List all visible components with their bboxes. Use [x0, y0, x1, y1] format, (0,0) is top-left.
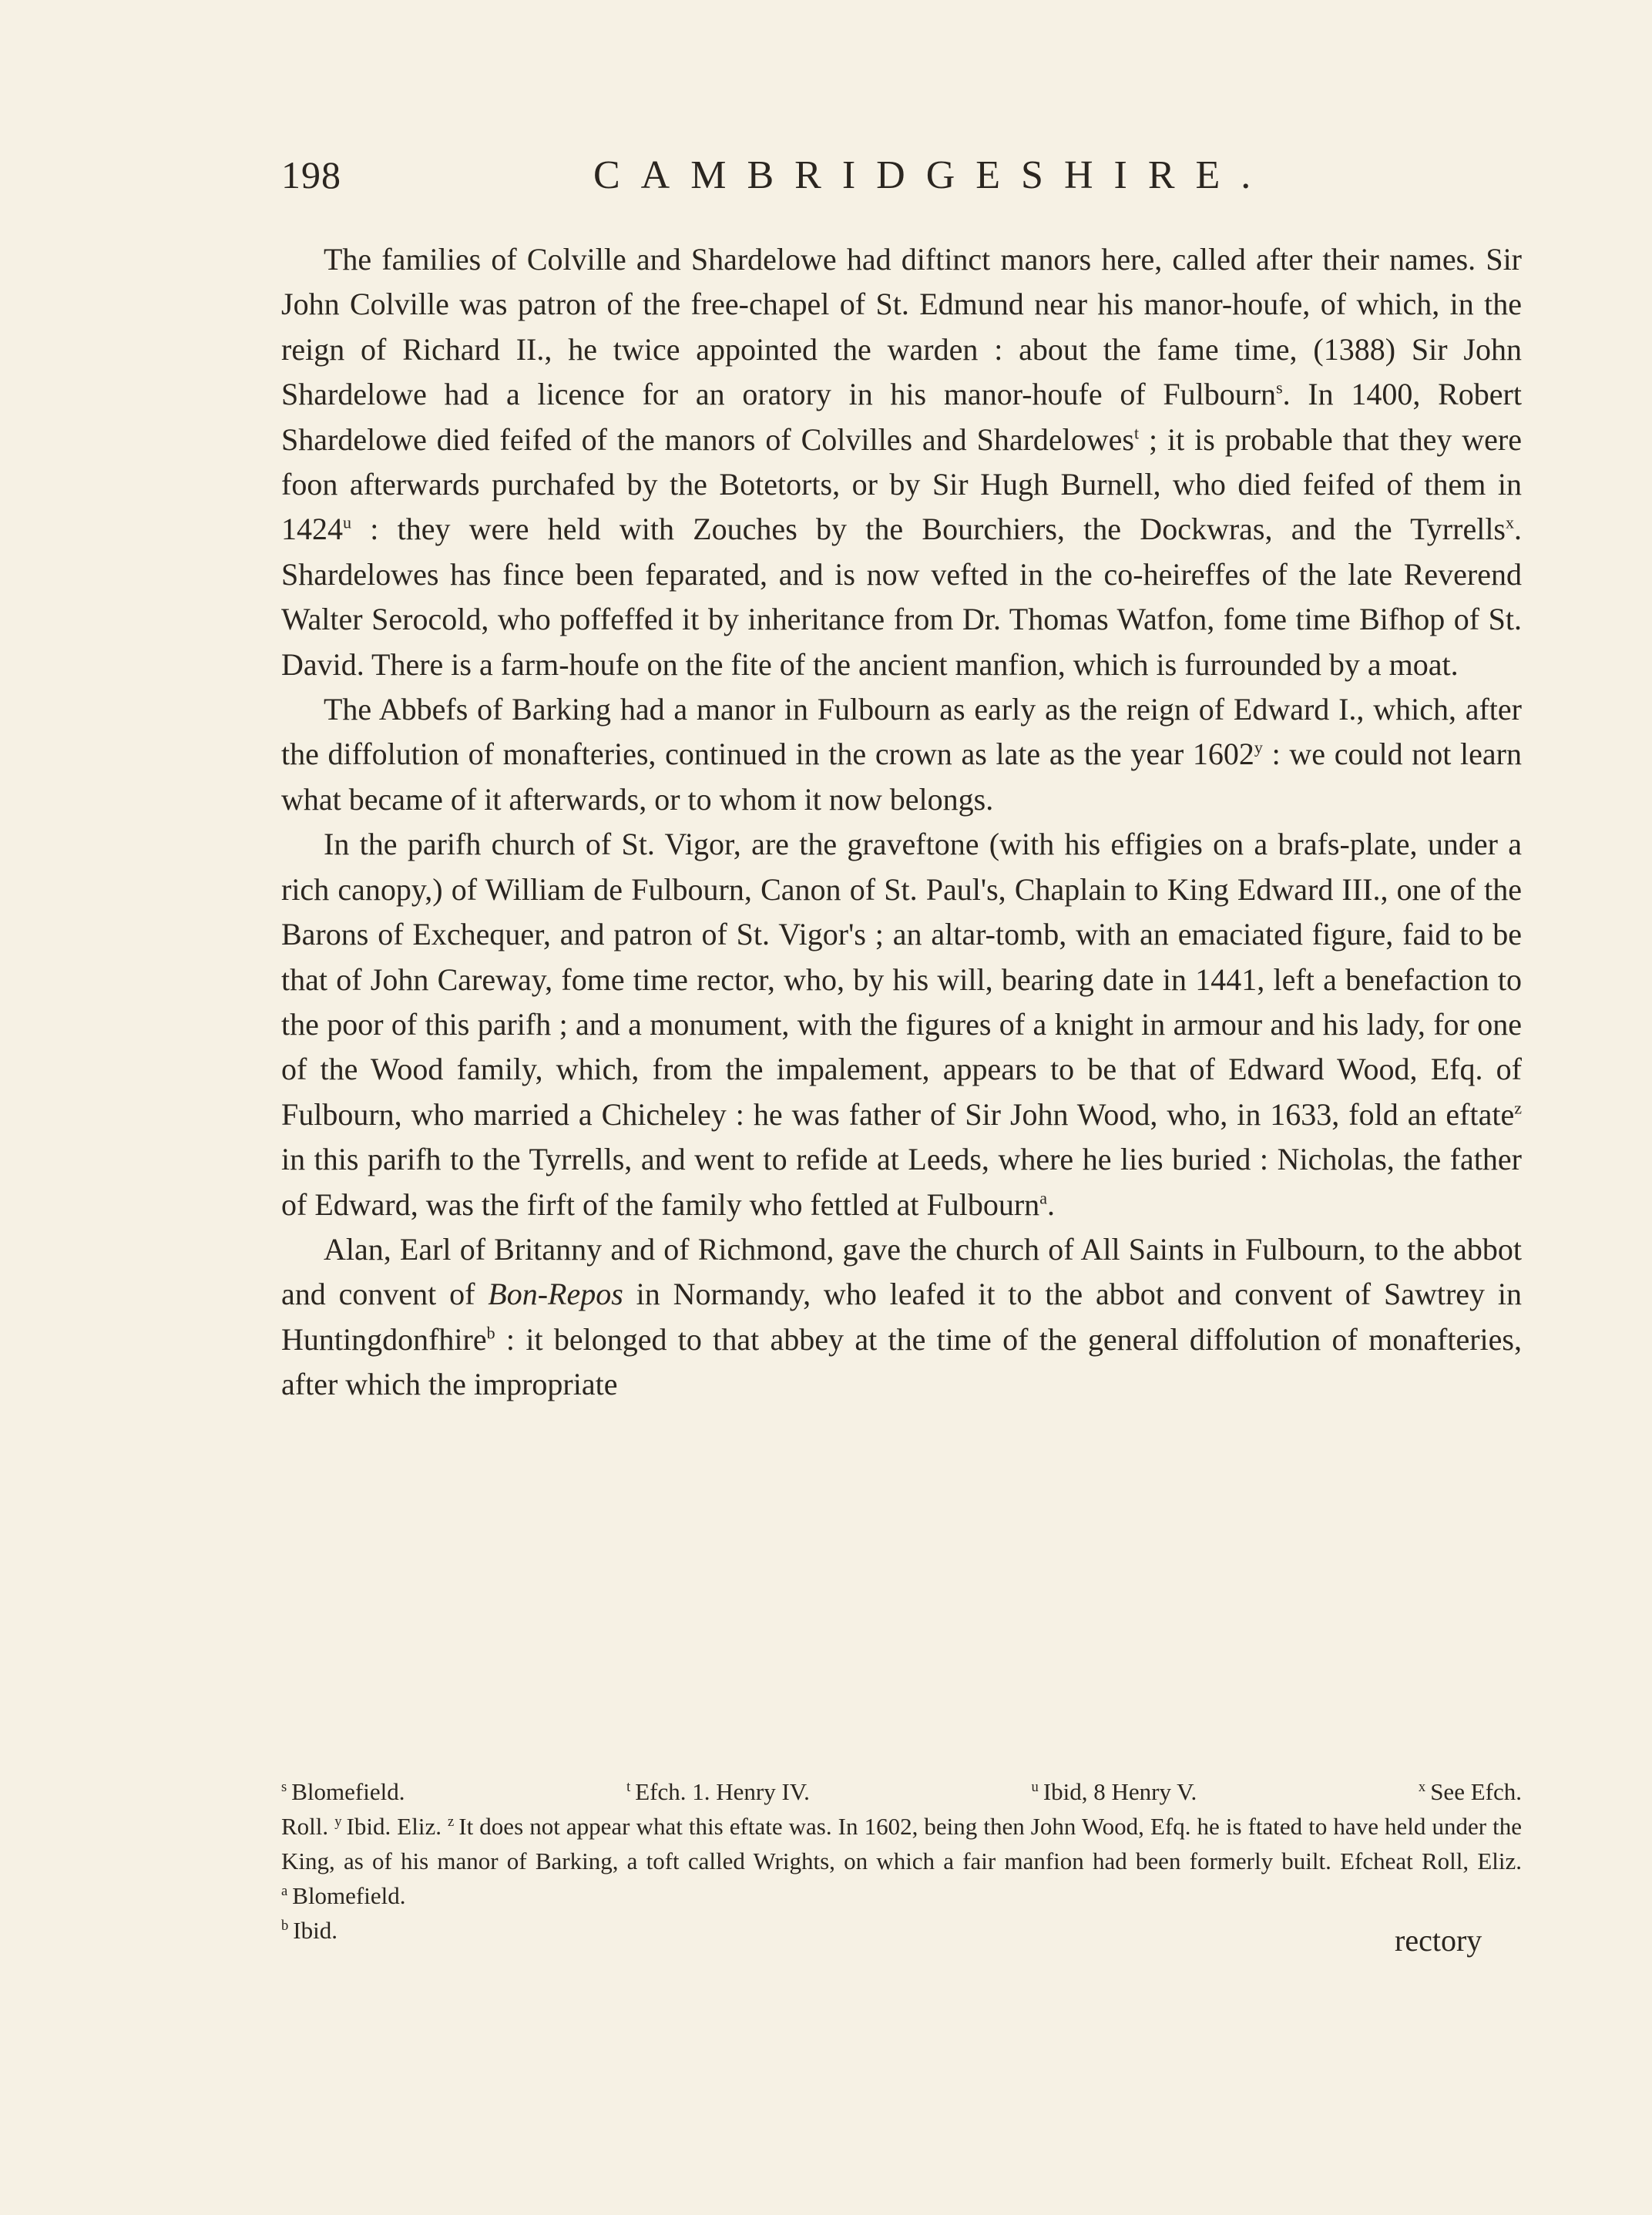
text-run: . In 1400, Robert Shardelowe died feifed of the manors of Colvilles and Shardelowes: [281, 377, 1522, 457]
text-run: In the parifh church of St. Vigor, are the graveftone (with his effigies on a brafs-plate, under a rich canopy,) of William de Fulbourn, Canon of St. Paul's, Chaplain to King Edward III., one of the Barons of Exchequer, and patron of St. Vigor's ; an altar-tomb, with an emaciated figure, faid to be that of John Careway, fome time rector, who, by his will, bearing date in 1441, left a benefaction to the poor of this parifh ; and a monument, with the figures of a knight in armour and his lady, for one of the Wood family, which, from the impalement, appears to be that of Edward Wood, Efq. of Fulbourn, who married a Chicheley : he was father of Sir John Wood, who, in 1633, fold an eftate: [281, 827, 1522, 1132]
footnote-reference: s: [1276, 378, 1283, 398]
paragraph: [281, 237, 1522, 687]
footnote-mark: s: [281, 1778, 287, 1795]
footnote-entry: [281, 1774, 405, 1809]
paragraph: [281, 1227, 1522, 1408]
footnote-mark: z: [448, 1813, 455, 1830]
footnote-reference: x: [1506, 513, 1514, 533]
footnote-reference: b: [486, 1323, 495, 1343]
text-run: Roll.: [281, 1813, 335, 1840]
text-run: The Abbefs of Barking had a manor in Fulbourn as early as the reign of Edward I., which, after the diffolution of monafteries, continued in the crown as late as the year 1602: [281, 692, 1522, 772]
running-head: [281, 153, 1522, 206]
text-run: : they were held with Zouches by the Bourchiers, the Dockwras, and the Tyrrells: [351, 512, 1506, 547]
footnote-reference: t: [1134, 423, 1140, 443]
footnote-entry: [1419, 1774, 1522, 1809]
paragraph: [281, 822, 1522, 1227]
italic-text: Bon-Repos: [488, 1277, 623, 1312]
text-run: It does not appear what this eftate was. In 1602, being then John Wood, Efq. he is ftated to have held under the King, as of his manor of Barking, a toft called Wrights, on which a fair manfion had been formerly built. Efcheat Roll, Eliz.: [281, 1813, 1522, 1874]
text-run: : it belonged to that abbey at the time of the general diffolution of monafteries, after which the impropriate: [281, 1321, 1522, 1402]
catchword: rectory: [1395, 1923, 1482, 1958]
footnote-text: Blomefield.: [291, 1778, 405, 1805]
page-number: 198: [281, 153, 341, 196]
text-run: ; it is probable that they were foon afterwards purchafed by the Botetorts, or by Sir Hugh Burnell, who died feifed of them in 1424: [281, 421, 1522, 547]
footnote-mark: y: [334, 1813, 342, 1830]
footnote-reference: a: [1039, 1188, 1047, 1208]
paragraph: [281, 687, 1522, 822]
text-run: The families of Colville and Shardelowe had diftinct manors here, called after their names. Sir John Colville was patron of the free-chapel of St. Edmund near his manor-houfe, of which, in the reign of Richard II., he twice appointed the warden : about the fame time, (1388) Sir John Shardelowe had a licence for an oratory in his manor-houfe of Fulbourn: [281, 242, 1522, 412]
footnote-mark: t: [626, 1778, 631, 1795]
text-run: .: [1046, 1186, 1055, 1222]
running-title: CAMBRIDGESHIRE.: [593, 153, 1272, 197]
footnote-mark: b: [281, 1917, 289, 1934]
footnote-text: Ibid, 8 Henry V.: [1043, 1778, 1197, 1805]
body-text: [281, 237, 1522, 1408]
footnote-text: See Efch.: [1430, 1778, 1522, 1805]
footnote-continuation: [281, 1809, 1522, 1913]
text-run: in Normandy, who leafed it to the abbot and convent of Sawtrey in Huntingdonfhire: [281, 1277, 1522, 1357]
footnote-line-1: [281, 1774, 1522, 1809]
footnote-reference: z: [1514, 1098, 1522, 1118]
footnote-text: Ibid.: [293, 1917, 337, 1944]
footnote-last: [281, 1913, 1522, 1948]
text-run: . Shardelowes has fince been feparated, and is now vefted in the co-heireffes of the late Reverend Walter Serocold, who poffeffed it by inheritance from Dr. Thomas Watfon, fome time Bifhop of St. David. There is a farm-houfe on the fite of the ancient manfion, which is furrounded by a moat.: [281, 512, 1522, 682]
footnote-mark: x: [1418, 1778, 1426, 1795]
text-run: Alan, Earl of Britanny and of Richmond, gave the church of All Saints in Fulbourn, to the abbot and convent of: [281, 1231, 1522, 1312]
footnote-text: Efch. 1. Henry IV.: [635, 1778, 810, 1805]
footnote-reference: y: [1254, 738, 1263, 758]
text-run: : we could not learn what became of it afterwards, or to whom it now belongs.: [281, 737, 1522, 817]
text-run: in this parifh to the Tyrrells, and went to refide at Leeds, where he lies buried : Nicholas, the father of Edward, was the firft of the family who fettled at Fulbourn: [281, 1142, 1522, 1222]
footnote-mark: u: [1031, 1778, 1039, 1795]
text-run: Blomefield.: [292, 1882, 406, 1909]
footnote-entry: [626, 1774, 810, 1809]
footnote-mark: a: [281, 1882, 288, 1899]
footnote-entry: [1032, 1774, 1197, 1809]
text-run: Ibid. Eliz.: [346, 1813, 448, 1840]
footnote-reference: u: [343, 513, 351, 533]
footnotes: [281, 1774, 1522, 1948]
